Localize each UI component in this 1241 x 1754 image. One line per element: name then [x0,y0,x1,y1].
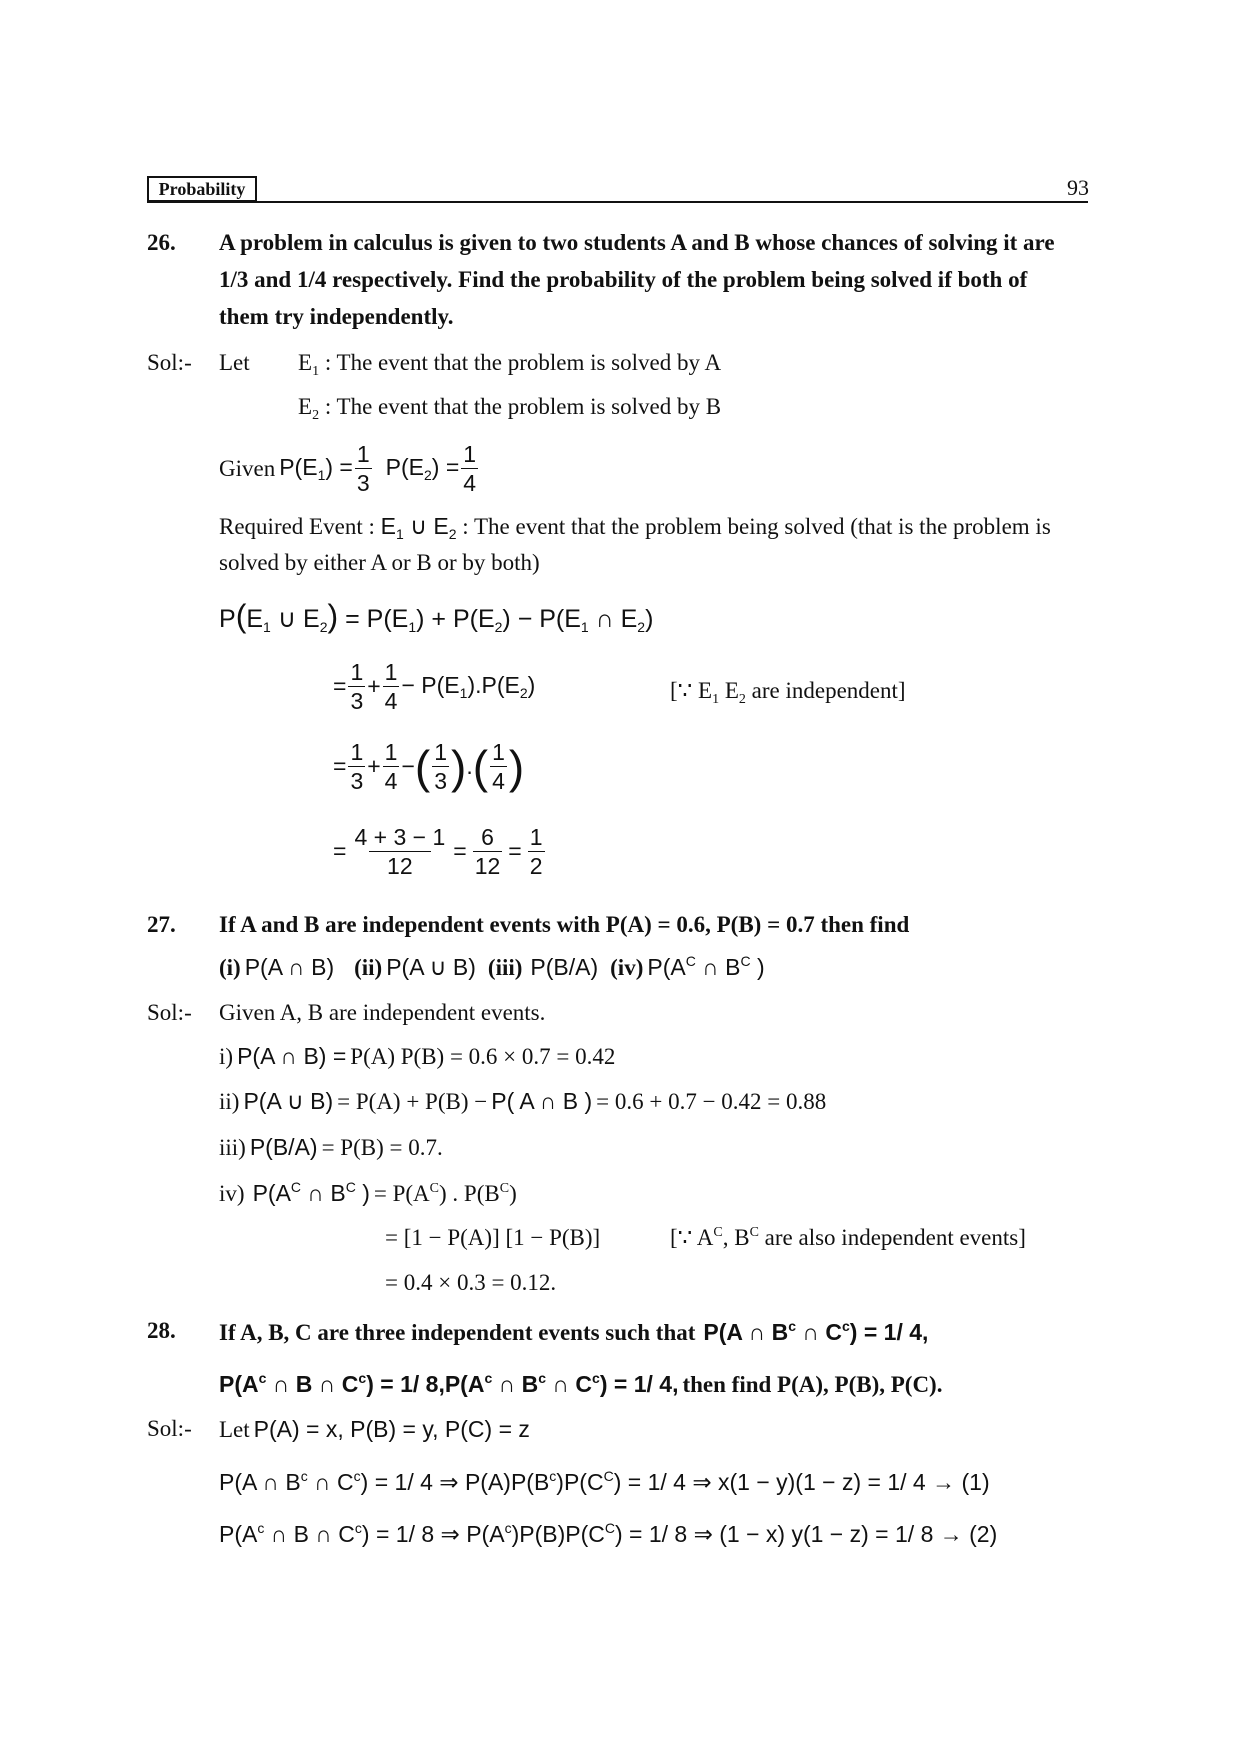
q26-e1-definition: $E_1$ : The event that the problem is solved by A [298,350,722,379]
q26-text-line3: them try independently. [219,304,454,329]
q26-given-probabilities: Given $P(E_1)$ = $\frac{1}{3}$ $P(E_2)$ = $\frac{1}{4}$ [219,441,477,496]
q26-required-event: Required Event : $E_1$ ∪ $E_2$ : The event that the problem being solved (that is the problem is [219,513,1051,542]
q26-required-desc-line2: solved by either A or B or by both) [219,550,540,575]
q27-part-iv-line3: = 0.4 × 0.3 = 0.12. [385,1270,557,1295]
q28-let: Let P(A) = x, P(B) = y, P(C) = z [219,1416,530,1442]
q27-part-ii: ii) P(A ∪ B) = P(A) + P(B) − P( A ∩ B ) = 0.6 + 0.7 − 0.42 = 0.88 [219,1088,827,1114]
question-number-28: 28. [147,1318,176,1343]
question-number-26: 26. [147,230,176,255]
q26-step1: = $\frac{1}{3}$ + $\frac{1}{4}$ − $P(E_1).P(E_2)$ [333,659,536,714]
q27-given: Given A, B are independent events. [219,1000,546,1025]
header-rule [147,201,1088,203]
q26-step3: = $\frac{4 + 3 - 1}{12}$ = $\frac{6}{12}$ = $\frac{1}{2}$ [333,824,543,879]
q28-sol-label: Sol:- [147,1416,192,1441]
q26-step1-note: [∵ $E_1$ $E_2$ are independent] [670,678,906,707]
q26-text-line2: 1/3 and 1/4 respectively. Find the probability of the problem being solved if both of [219,267,1028,292]
q27-parts: (i) P(A ∩ B) (ii) P(A ∪ B) (iii) P(B/A) (iv) $P(A^C$ ∩ $B^C$ ) [219,953,765,980]
page-number: 93 [1067,175,1089,200]
q27-part-iv: iv) $P(A^C$ ∩ $B^C$ ) = $P(A^C)$ . $P(B^C)$ [219,1179,517,1206]
chapter-header: Probability [147,176,257,202]
q26-text-line1: A problem in calculus is given to two students A and B whose chances of solving it are [219,230,1055,255]
q28-equation-1: P(A ∩ $B^c$ ∩ $C^c) = 1/$ 4 ⇒ $P(A)P(B^c)P(C^C) = 1/$ 4 ⇒ x(1 − y)(1 − z) = 1/ 4 → (1) [219,1468,990,1495]
question-number-27: 27. [147,912,176,937]
q27-text: If A and B are independent events with P(A) = 0.6, P(B) = 0.7 then find [219,912,910,937]
q27-part-iii: iii) P(B/A) = P(B) = 0.7. [219,1134,443,1160]
q28-text-line2: $P(A^c$ ∩ B ∩ $C^c) = 1/$ $8,P(A^c$ ∩ $B^c$ ∩ $C^c) = 1/$ 4, then find P(A), P(B), P(C). [219,1370,943,1397]
q27-part-iv-line2: = [1 − P(A)] [1 − P(B)] [385,1225,601,1250]
q28-equation-2: $P(A^c$ ∩ B ∩ $C^c) = 1/$ 8 ⇒ $P(A^c)P(B)P(C^C) = 1/$ 8 ⇒ (1 − x) y(1 − z) = 1/ 8 → (2) [219,1520,998,1547]
q26-step2: = $\frac{1}{3}$ + $\frac{1}{4}$ − ( $\frac{1}{3}$ ) . ( $\frac{1}{4}$ ) [333,739,525,794]
q28-text-line1: If A, B, C are three independent events such that P(A ∩ $B^c$ ∩ $C^c) = 1/$ 4, [219,1318,929,1345]
q26-let-label: Let [219,350,250,375]
q26-union-formula: $P(E_1$ ∪ $E_2) = P(E_1) + P(E_2) - P(E_1$ ∩ $E_2$) [219,598,654,635]
q27-sol-label: Sol:- [147,1000,192,1025]
q26-sol-label: Sol:- [147,350,192,375]
q27-part-i: i) P(A ∩ B) = P(A) P(B) = 0.6 × 0.7 = 0.42 [219,1043,616,1069]
q26-e2-definition: $E_2$ : The event that the problem is solved by B [298,394,722,423]
q27-part-iv-note: [∵ $A^C$, $B^C$ are also independent events] [670,1225,1026,1250]
